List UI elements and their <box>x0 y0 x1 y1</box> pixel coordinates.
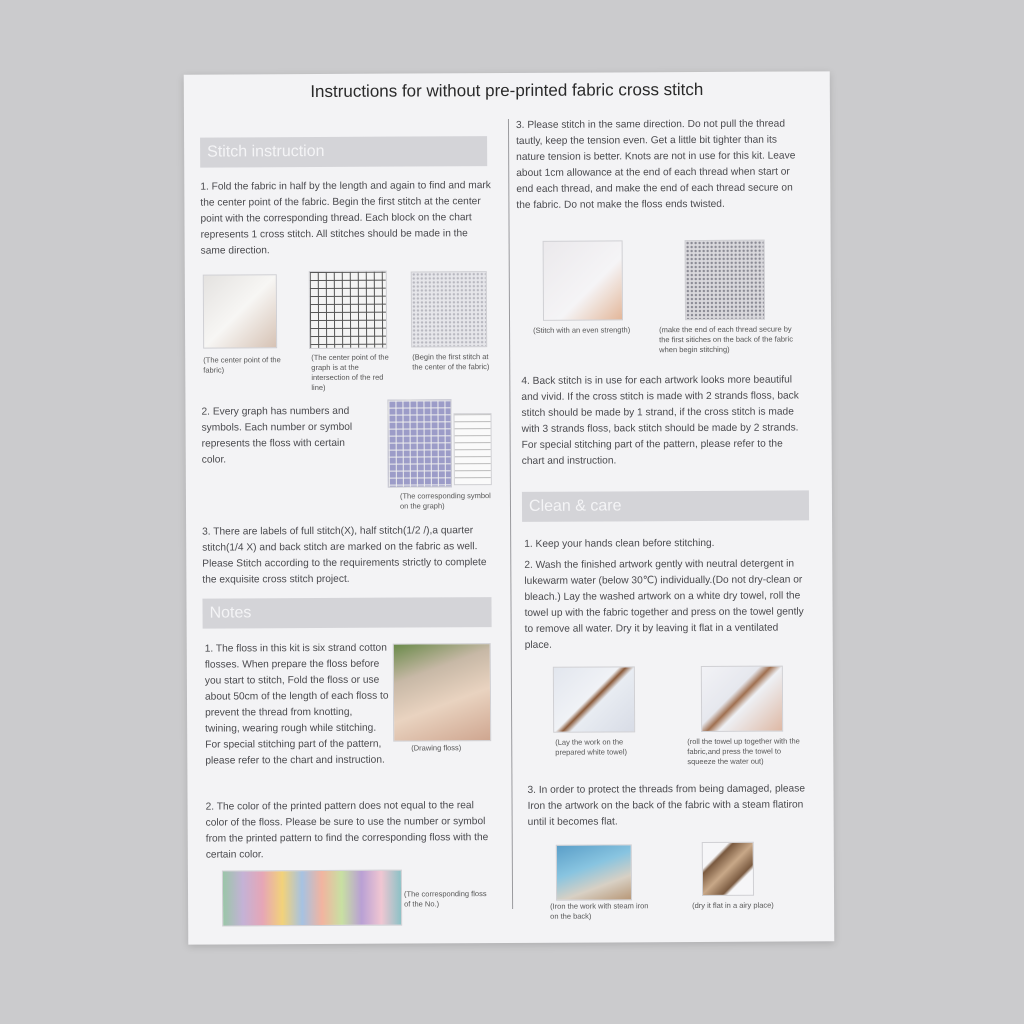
towel-roll-caption: (roll the towel up together with the fabric,and press the towel to squeeze the water out) <box>687 736 800 767</box>
dry-flat-caption: (dry it flat in a airy place) <box>692 900 774 911</box>
thread-secure-caption: (make the end of each thread secure by the first sitiches on the back of the fabric when begin stitching) <box>659 324 793 355</box>
notes-heading: Notes <box>202 597 491 629</box>
instruction-sheet <box>184 71 835 944</box>
steam-iron-caption: (Iron the work with steam iron on the back) <box>550 901 649 921</box>
column-divider <box>508 119 513 909</box>
first-stitch-caption: (Begin the first stitch at the center of the fabric) <box>412 352 490 372</box>
back-stitch-paragraph: 4. Back stitch is in use for each artwork looks more beautiful and vivid. If the cross stitch is made with 2 strands floss, back stitch should be made by 1 strand, if the cross stitch is made with 3 strands floss, back stitch should be made by 2 strands. For special stitching part of the pattern, please refer to the chart and instruction. <box>521 374 799 467</box>
stitch-paragraph-2: 2. Every graph has numbers and symbols. Each number or symbol represents the floss with certain color. <box>201 405 353 466</box>
center-graph-caption: (The center point of the graph is at the intersection of the red line) <box>311 352 389 393</box>
towel-roll-photo <box>701 666 783 732</box>
thread-secure-photo <box>685 240 765 320</box>
floss-key-table <box>454 413 492 485</box>
drawing-floss-caption: (Drawing floss) <box>411 743 462 753</box>
stitch-paragraph-3: 3. There are labels of full stitch(X), half stitch(1/2 /),a quarter stitch(1/4 X) and back stitch are marked on the fabric as well. Please Stitch according to the requirements strictly to complete the exquisite cross stitch project. <box>202 525 487 586</box>
notes-paragraph-1: 1. The floss in this kit is six strand cotton flosses. When prepare the floss before you start to stitch, Fold the floss or use about 50cm of the length of each floss to prevent the thread from knotting, twining, wearing rough while stitching. For special stitching part of the pattern, please refer to the chart and instruction. <box>204 642 389 767</box>
symbol-graph-photo <box>387 399 451 487</box>
floss-color-strip <box>222 870 402 927</box>
stitch-paragraph-1: 1. Fold the fabric in half by the length and again to find and mark the center point of the fabric. Begin the first stitch at the center point with the corresponding thread. Each block on the chart represents 1 cross stitch. All stitches should be made in the same direction. <box>200 180 491 257</box>
stitch-instruction-heading: Stitch instruction <box>200 136 487 168</box>
care-paragraph-2: 2. Wash the finished artwork gently with neutral detergent in lukewarm water (below 30℃) individually.(Do not dry-clean or bleach.) Lay the washed artwork on a white dry towel, roll the towel up with the fabric together and press on the towel gently to remove all water. Dry it by leaving it flat in a ventilated place. <box>524 558 804 651</box>
stitch-paragraph-3-direction: 3. Please stitch in the same direction. Do not pull the thread tautly, keep the tension even. Get a little bit tighter than its nature tension is better. Knots are not in use for this kit. Leave about 1cm allowance at the end of each thread when start or end each thread, and make the end of each thread secure on the fabric. Do not make the floss ends twisted. <box>515 118 796 211</box>
even-strength-caption: (Stitch with an even strength) <box>533 325 631 335</box>
steam-iron-photo <box>556 844 632 900</box>
drawing-floss-photo <box>393 643 492 742</box>
dry-flat-photo <box>702 842 754 896</box>
notes-paragraph-2: 2. The color of the printed pattern does not equal to the real color of the floss. Please be sure to use the number or symbol from the printed pattern to find the corresponding floss with the certain color. <box>205 800 489 861</box>
floss-number-caption: (The corresponding floss of the No.) <box>403 889 487 909</box>
center-fabric-caption: (The center point of the fabric) <box>203 355 281 375</box>
towel-lay-photo <box>553 666 635 732</box>
even-strength-photo <box>543 240 623 320</box>
graph-center-photo <box>309 271 387 349</box>
care-paragraph-1: 1. Keep your hands clean before stitching. <box>524 537 715 550</box>
care-paragraph-3: 3. In order to protect the threads from being damaged, please Iron the artwork on the back of the fabric with a steam flatiron until it becomes flat. <box>527 783 806 828</box>
first-stitch-photo <box>411 271 487 347</box>
page-title: Instructions for without pre-printed fabric cross stitch <box>310 79 704 102</box>
fabric-fold-photo <box>203 274 277 348</box>
towel-lay-caption: (Lay the work on the prepared white towel) <box>555 737 628 757</box>
clean-care-heading: Clean & care <box>522 490 809 522</box>
symbol-graph-caption: (The corresponding symbol on the graph) <box>399 491 491 511</box>
